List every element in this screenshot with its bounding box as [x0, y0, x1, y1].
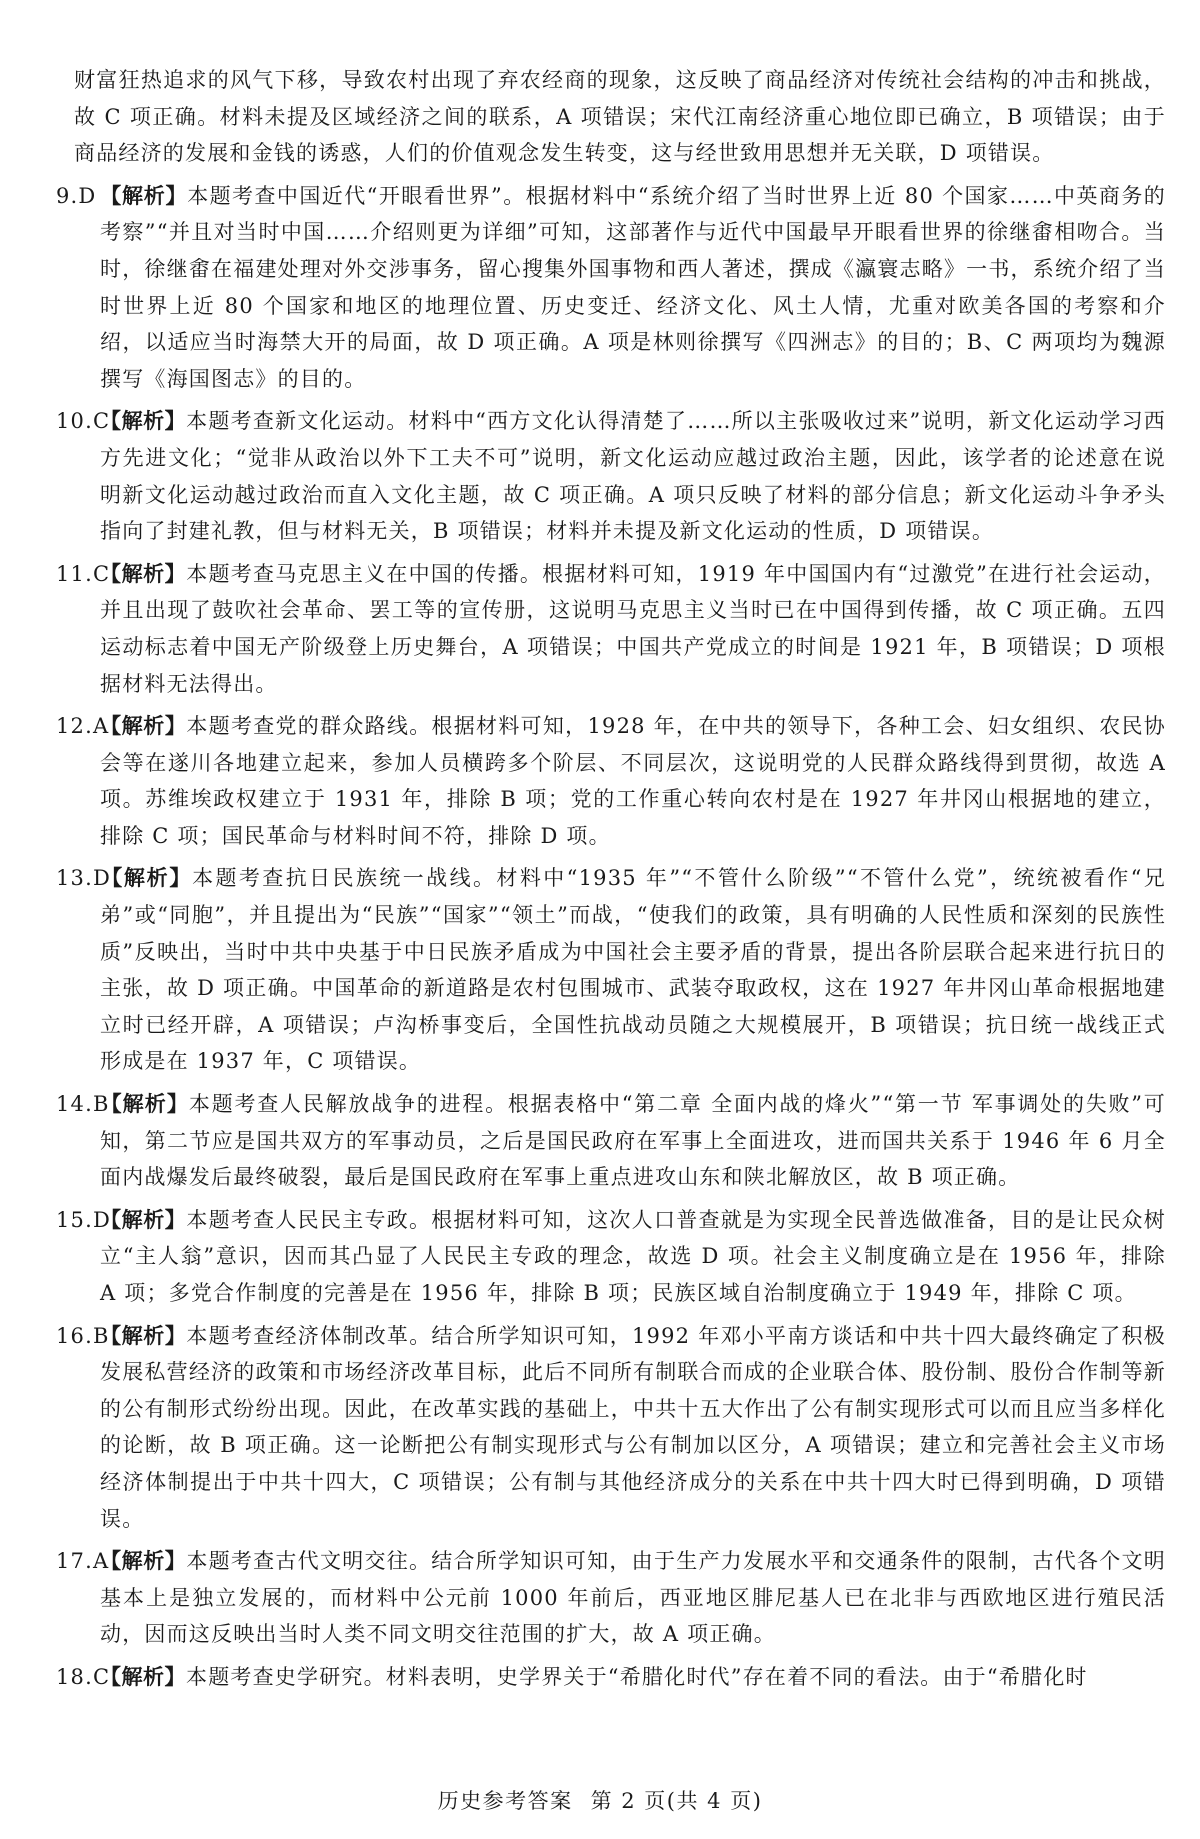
- question-number: 11.C: [56, 561, 111, 586]
- analysis-tag: 【解析】: [100, 561, 187, 586]
- question-number: 16.B: [56, 1323, 110, 1348]
- answer-text: 本题考查人民民主专政。根据材料可知，这次人口普查就是为实现全民普选做准备，目的是让民众树立“主人翁”意识，因而其凸显了人民民主专政的理念，故选 D 项。社会主义制度确立是在 1956 年，排除 A 项；多党合作制度的完善是在 1956 年，排除 B 项；民族区域自治制度确立于 1949 年，排除 C 项。: [100, 1207, 1167, 1305]
- question-number: 18.C: [56, 1664, 111, 1689]
- analysis-tag: 【解析】: [100, 1207, 187, 1232]
- analysis-tag: 【解析】: [100, 866, 193, 891]
- question-number: 9.D: [56, 183, 97, 208]
- answer-item-17: [56, 1543, 1166, 1653]
- analysis-tag: 【解析】: [100, 1549, 187, 1574]
- answer-page: [56, 62, 1166, 1702]
- answer-item-15: [56, 1202, 1166, 1312]
- analysis-tag: 【解析】: [100, 1323, 187, 1348]
- answer-text: 本题考查人民解放战争的进程。根据表格中“第二章 全面内战的烽火”“第一节 军事调处的失败”可知，第二节应是国共双方的军事动员，之后是国民政府在军事上全面进攻，进而国共关系于 1946 年 6 月全面内战爆发后最终破裂，最后是国民政府在军事上重点进攻山东和陕北解放区，故 B 项正确。: [100, 1092, 1167, 1190]
- footer-title: 历史参考答案: [437, 1789, 573, 1813]
- question-number: 17.A: [56, 1549, 110, 1574]
- analysis-tag: 【解析】: [100, 1664, 186, 1689]
- answer-item-11: [56, 556, 1166, 702]
- analysis-tag: 【解析】: [100, 409, 187, 434]
- answer-item-13: [56, 860, 1166, 1080]
- question-number: 12.A: [56, 714, 110, 739]
- answer-item-10: [56, 403, 1166, 549]
- answer-text: 本题考查党的群众路线。根据材料可知，1928 年，在中共的领导下，各种工会、妇女组织、农民协会等在遂川各地建立起来，参加人员横跨多个阶层、不同层次，这说明党的人民群众路线得到贯彻，故选 A 项。苏维埃政权建立于 1931 年，排除 B 项；党的工作重心转向农村是在 1927 年井冈山根据地的建立，排除 C 项；国民革命与材料时间不符，排除 D 项。: [100, 714, 1166, 848]
- answer-text: 本题考查中国近代“开眼看世界”。根据材料中“系统介绍了当时世界上近 80 个国家……中英商务的考察”“并且对当时中国……介绍则更为详细”可知，这部著作与近代中国最早开眼看世界的徐继畬相吻合。当时，徐继畬在福建处理对外交涉事务，留心搜集外国事物和西人著述，撰成《瀛寰志略》一书，系统介绍了当时世界上近 80 个国家和地区的地理位置、历史变迁、经济文化、风土人情，尤重对欧美各国的考察和介绍，以适应当时海禁大开的局面，故 D 项正确。A 项是林则徐撰写《四洲志》的目的；B、C 两项均为魏源撰写《海国图志》的目的。: [100, 183, 1166, 391]
- answer-text: 本题考查马克思主义在中国的传播。根据材料可知，1919 年中国国内有“过激党”在进行社会运动，并且出现了鼓吹社会革命、罢工等的宣传册，这说明马克思主义当时已在中国得到传播，故 C 项正确。五四运动标志着中国无产阶级登上历史舞台，A 项错误；中国共产党成立的时间是 1921 年，B 项错误；D 项根据材料无法得出。: [100, 561, 1166, 696]
- question-number: 15.D: [56, 1207, 112, 1232]
- answer-text: 本题考查抗日民族统一战线。材料中“1935 年”“不管什么阶级”“不管什么党”，统统被看作“兄弟”或“同胞”，并且提出为“民族”“国家”“领土”而战，“使我们的政策，具有明确的人民性质和深刻的民族性质”反映出，当时中共中央基于中日民族矛盾成为中国社会主要矛盾的背景，提出各阶层联合起来进行抗日的主张，故 D 项正确。中国革命的新道路是农村包围城市、武装夺取政权，这在 1927 年井冈山革命根据地建立时已经开辟，A 项错误；卢沟桥事变后，全国性抗战动员随之大规模展开，B 项错误；抗日统一战线正式形成是在 1937 年，C 项错误。: [100, 866, 1166, 1074]
- analysis-tag: 【解析】: [100, 183, 188, 208]
- answer-text: 本题考查史学研究。材料表明，史学界关于“希腊化时代”存在着不同的看法。由于“希腊化时: [186, 1664, 1088, 1689]
- answer-text: 本题考查古代文明交往。结合所学知识可知，由于生产力发展水平和交通条件的限制，古代各个文明基本上是独立发展的，而材料中公元前 1000 年前后，西亚地区腓尼基人已在北非与西欧地区进行殖民活动，因而这反映出当时人类不同文明交往范围的扩大，故 A 项正确。: [100, 1549, 1167, 1647]
- carryover-paragraph: 财富狂热追求的风气下移，导致农村出现了弃农经商的现象，这反映了商品经济对传统社会结构的冲击和挑战，故 C 项正确。材料未提及区域经济之间的联系，A 项错误；宋代江南经济重心地位即已确立，B 项错误；由于商品经济的发展和金钱的诱惑，人们的价值观念发生转变，这与经世致用思想并无关联，D 项错误。: [74, 68, 1166, 166]
- question-number: 10.C: [56, 409, 111, 434]
- analysis-tag: 【解析】: [100, 1092, 189, 1117]
- answer-item-12: [56, 708, 1166, 854]
- answer-text: 本题考查新文化运动。材料中“西方文化认得清楚了……所以主张吸收过来”说明，新文化运动学习西方先进文化；“觉非从政治以外下工夫不可”说明，新文化运动应越过政治主题，因此，该学者的论述意在说明新文化运动越过政治而直入文化主题，故 C 项正确。A 项只反映了材料的部分信息；新文化运动斗争矛头指向了封建礼教，但与材料无关，B 项错误；材料并未提及新文化运动的性质，D 项错误。: [100, 409, 1167, 544]
- answer-item-16: [56, 1318, 1166, 1538]
- question-number: 14.B: [56, 1092, 110, 1117]
- page-footer: [0, 1785, 1200, 1815]
- answer-text: 本题考查经济体制改革。结合所学知识可知，1992 年邓小平南方谈话和中共十四大最终确定了积极发展私营经济的政策和市场经济改革目标，此后不同所有制联合而成的企业联合体、股份制、股份合作制等新的公有制形式纷纷出现。因此，在改革实践的基础上，中共十五大作出了公有制实现形式可以而且应当多样化的论断，故 B 项正确。这一论断把公有制实现形式与公有制加以区分，A 项错误；建立和完善社会主义市场经济体制提出于中共十四大，C 项错误；公有制与其他经济成分的关系在中共十四大时已得到明确，D 项错误。: [100, 1323, 1166, 1531]
- page-number: 第 2 页(共 4 页): [590, 1789, 763, 1813]
- answer-item-14: [56, 1086, 1166, 1196]
- answer-item-9: [56, 178, 1166, 398]
- answer-item-18: [56, 1659, 1166, 1696]
- analysis-tag: 【解析】: [100, 714, 187, 739]
- question-number: 13.D: [56, 866, 112, 891]
